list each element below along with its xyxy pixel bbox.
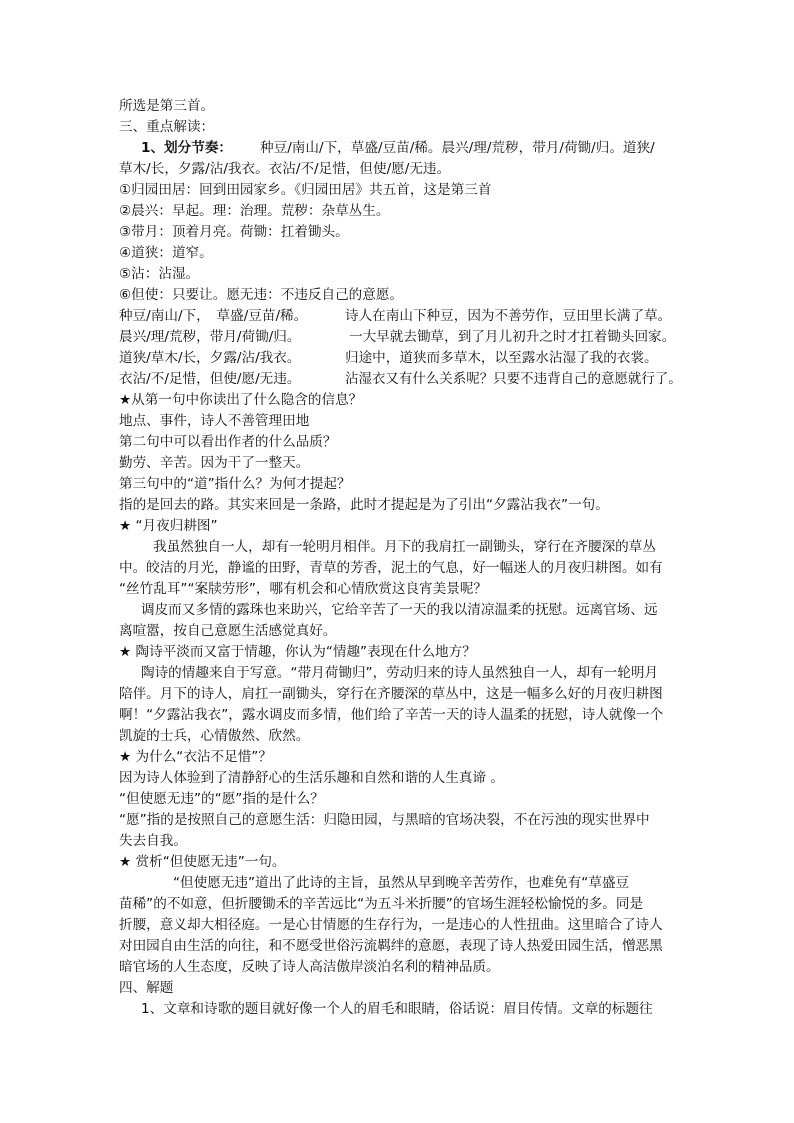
note-line: ①归园田居：回到田园家乡。《归园田居》共五首，这是第三首	[119, 182, 492, 198]
paragraph-line: 陶诗的情趣来自于写意。“带月荷锄归”，劳动归来的诗人虽然独自一人，却有一轮明月	[141, 665, 659, 681]
text-line: 草木/长，夕露/沾/我衣。衣沾/不/足惜，但使/愿/无违。	[119, 161, 451, 177]
question-line: 第三句中的“道”指什么？为何才提起？	[119, 476, 351, 492]
note-line: ⑤沾：沾湿。	[119, 266, 200, 282]
paragraph-line: 中。皎洁的月光，静谧的田野，青草的芳香，泥土的气息，好一幅迷人的月夜归耕图。如有	[119, 560, 663, 576]
answer-line: 失去自我。	[119, 833, 187, 849]
section-heading: 三、重点解读：	[119, 119, 215, 135]
translation-line: 沾湿衣又有什么关系呢？只要不违背自己的意愿就行了。	[345, 371, 682, 387]
paragraph-line: 我虽然独自一人，却有一轮明月相伴。月下的我肩扛一副锄头，穿行在齐腰深的草丛	[153, 539, 656, 555]
text-line	[141, 139, 655, 157]
note-line: ③带月：顶着月亮。荷锄：扛着锄头。	[119, 224, 349, 240]
question-line: ★ 为什么“衣沾不足惜”？	[119, 749, 272, 765]
text-line: 所选是第三首。	[119, 98, 215, 114]
paragraph-line: “但使愿无违”道出了此诗的主旨，虽然从早到晚辛苦劳作，也难免有“草盛豆	[173, 875, 630, 891]
poem-line: 道狭/草木/长，夕露/沾/我衣。	[119, 350, 301, 366]
poem-line: 衣沾/不/足惜，但使/愿/无违。	[119, 371, 301, 387]
paragraph-line: 凯旋的士兵，心情傲然、欣然。	[119, 728, 310, 744]
section-heading: 四、解题	[119, 980, 174, 996]
translation-line: 一大早就去锄草，到了月儿初升之时才扛着锄头回家。	[349, 329, 676, 345]
note-line: ②晨兴：早起。理：治理。荒秽：杂草丛生。	[119, 203, 390, 219]
answer-line: 地点、事件，诗人不善管理田地	[119, 413, 310, 429]
paragraph-line: 暗官场的人生态度，反映了诗人高洁傲岸淡泊名利的精神品质。	[119, 959, 500, 975]
paragraph-line: “丝竹乱耳”“案牍劳形”，哪有机会和心情欣赏这良宵美景呢？	[119, 581, 488, 597]
poem-rhythm: 种豆/南山/下，草盛/豆苗/稀。晨兴/理/荒秽，带月/荷锄/归。道狭/	[260, 140, 655, 156]
answer-line: 勤劳、辛苦。因为干了一整天。	[119, 455, 310, 471]
question-line: “但使愿无违”的“愿”指的是什么？	[119, 791, 324, 807]
poem-line: 晨兴/理/荒秽，带月/荷锄/归。	[119, 329, 301, 345]
note-line: ④道狭：道窄。	[119, 245, 213, 261]
paragraph-line: 1、文章和诗歌的题目就好像一个人的眉毛和眼睛，俗话说：眉目传情。文章的标题往	[141, 1001, 653, 1017]
item-label: 1、划分节奏：	[141, 140, 233, 156]
question-line: 第二句中可以看出作者的什么品质？	[119, 434, 337, 450]
paragraph-line: 离喧嚣，按自己意愿生活感觉真好。	[119, 623, 337, 639]
translation-line: 诗人在南山下种豆，因为不善劳作，豆田里长满了草。	[345, 308, 672, 324]
translation-line: 归途中，道狭而多草木，以至露水沾湿了我的衣裳。	[345, 350, 658, 366]
question-line: ★ “月夜归耕图”	[119, 518, 218, 534]
answer-line: “愿”指的是按照自己的意愿生活：归隐田园，与黑暗的官场决裂，不在污浊的现实世界中	[119, 812, 650, 828]
paragraph-line: 对田园自由生活的向往，和不愿受世俗污流羁绊的意愿，表现了诗人热爱田园生活，憎恶黑	[119, 938, 663, 954]
paragraph-line: 苗稀”的不如意，但折腰锄禾的辛苦远比“为五斗米折腰”的官场生涯轻松愉悦的多。同是	[119, 896, 644, 912]
question-line: ★从第一句中你读出了什么隐含的信息？	[119, 392, 363, 408]
answer-line: 指的是回去的路。其实来回是一条路，此时才提起是为了引出“夕露沾我衣”一句。	[119, 497, 609, 513]
answer-line: 因为诗人体验到了清静舒心的生活乐趣和自然和谐的人生真谛 。	[119, 770, 504, 786]
question-line: ★ 陶诗平淡而又富于情趣，你认为“情趣”表现在什么地方？	[119, 644, 476, 660]
paragraph-line: 调皮而又多情的露珠也来助兴，它给辛苦了一天的我以清凉温柔的抚慰。远离官场、远	[141, 602, 658, 618]
question-line: ★ 赏析“但使愿无违”一句。	[119, 854, 286, 870]
poem-line: 种豆/南山/下， 草盛/豆苗/稀。	[119, 308, 308, 324]
paragraph-line: 啊！“夕露沾我衣”，露水调皮而多情，他们给了辛苦一天的诗人温柔的抚慰，诗人就像一个	[119, 707, 664, 723]
paragraph-line: 陪伴。月下的诗人，肩扛一副锄头，穿行在齐腰深的草丛中，这是一幅多么好的月夜归耕图	[119, 686, 663, 702]
note-line: ⑥但使：只要让。愿无违：不违反自己的意愿。	[119, 287, 404, 303]
paragraph-line: 折腰，意义却大相径庭。一是心甘情愿的生存行为，一是违心的人性扭曲。这里暗合了诗人	[119, 917, 663, 933]
